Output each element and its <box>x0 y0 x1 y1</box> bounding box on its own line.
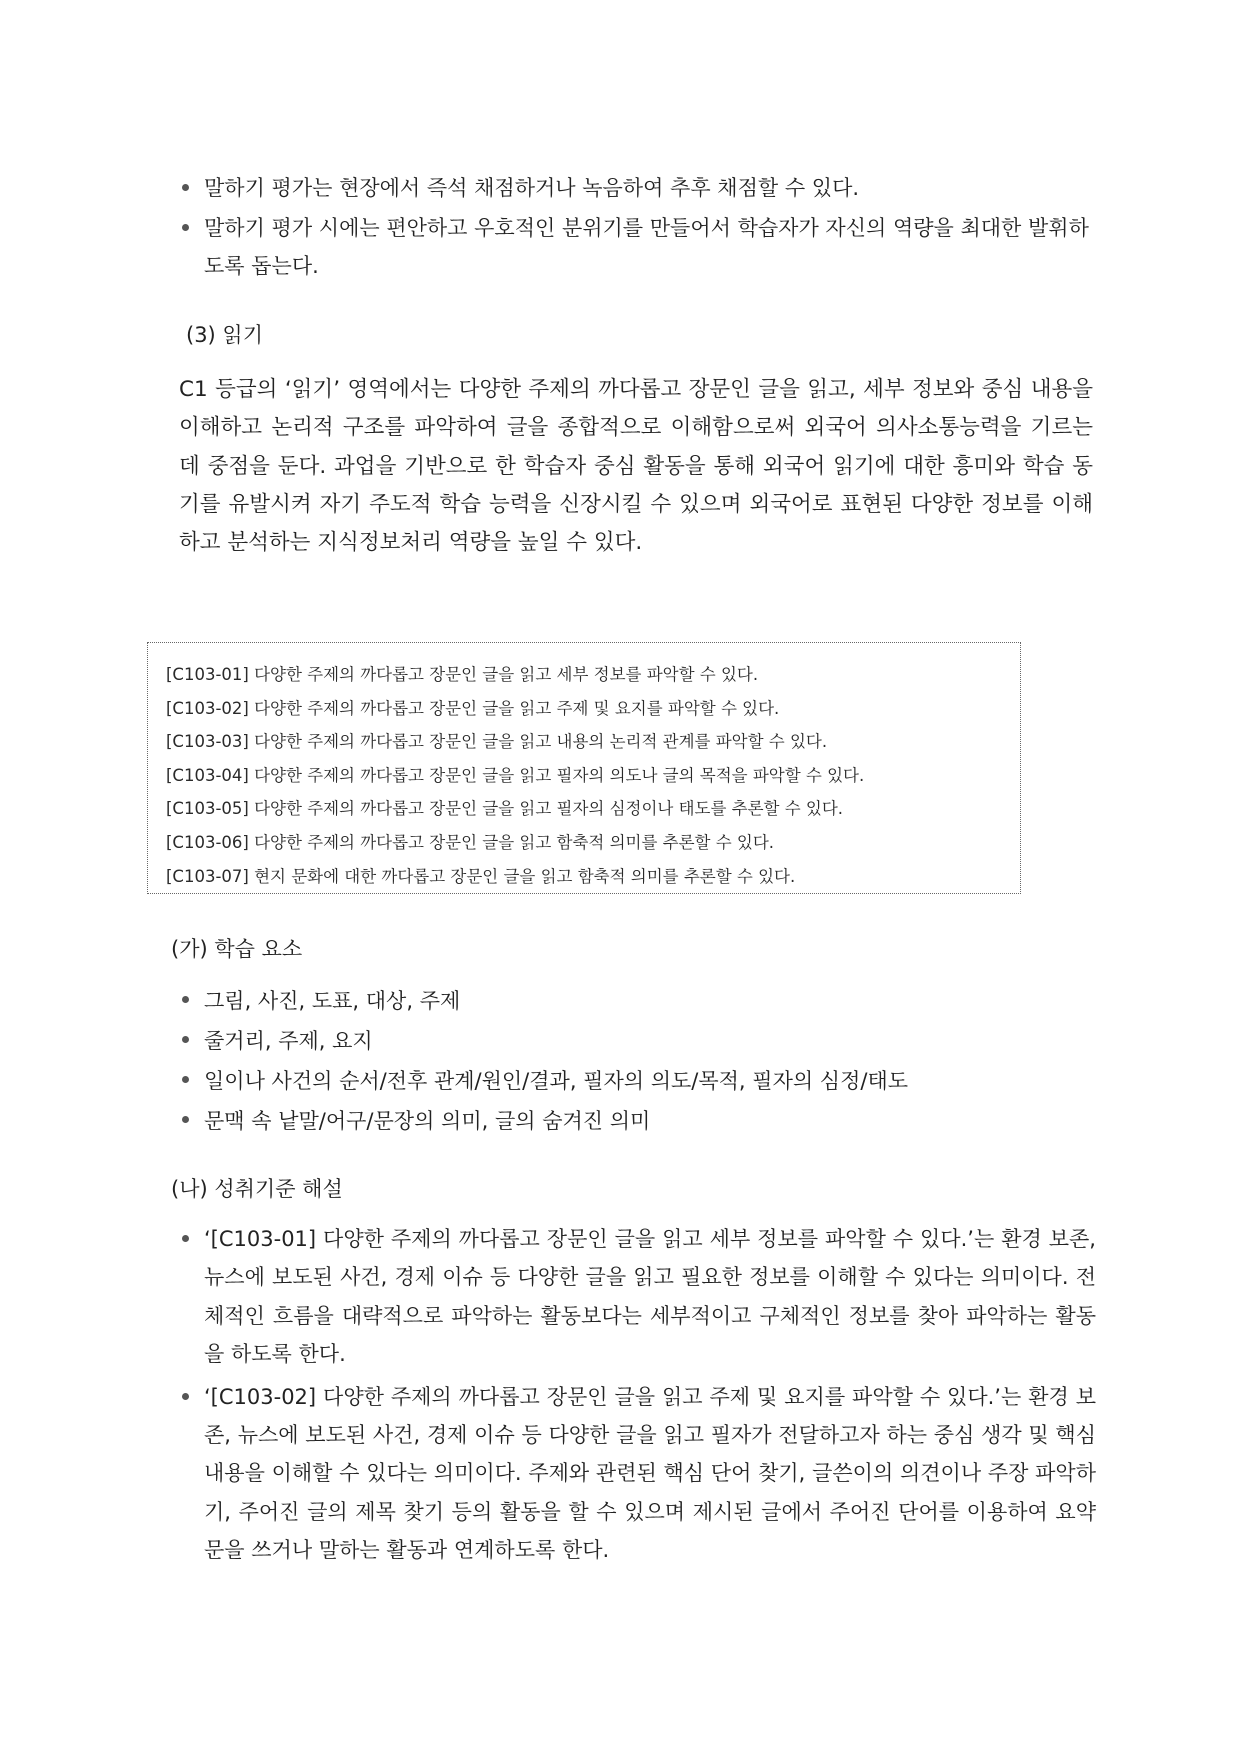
reading-intro-paragraph: C1 등급의 ‘읽기’ 영역에서는 다양한 주제의 까다롭고 장문인 글을 읽고, 세부 정보와 중심 내용을 이해하고 논리적 구조를 파악하여 글을 종합적으로 이해함으로써 외국어 의사소통능력을 기르는 데 중점을 둔다. 과업을 기반으로 한 학습자 중심 활동을 통해 외국어 읽기에 대한 흥미와 학습 동기를 유발시켜 자기 주도적 학습 능력을 신장시킬 수 있으며 외국어로 표현된 다양한 정보를 이해하고 분석하는 지식정보처리 역량을 높일 수 있다. <box>179 377 1093 556</box>
list-item: 말하기 평가는 현장에서 즉석 채점하거나 녹음하여 추후 채점할 수 있다. <box>176 169 1096 207</box>
learning-elements-heading: (가) 학습 요소 <box>171 937 303 961</box>
list-item: ‘[C103-01] 다양한 주제의 까다롭고 장문인 글을 읽고 세부 정보를 파악할 수 있다.’는 환경 보존, 뉴스에 보도된 사건, 경제 이슈 등 다양한 글을 읽고 필요한 정보를 이해할 수 있다는 의미이다. 전체적인 흐름을 대략적으로 파악하는 활동보다는 세부적이고 구체적인 정보를 찾아 파악하는 활동을 하도록 한다. <box>176 1220 1096 1374</box>
standard-line: [C103-07] 현지 문화에 대한 까다롭고 장문인 글을 읽고 함축적 의미를 추론할 수 있다. <box>166 866 796 886</box>
standard-line: [C103-06] 다양한 주제의 까다롭고 장문인 글을 읽고 함축적 의미를 추론할 수 있다. <box>166 832 775 852</box>
standard-line: [C103-01] 다양한 주제의 까다롭고 장문인 글을 읽고 세부 정보를 파악할 수 있다. <box>166 665 759 684</box>
list-item: 말하기 평가 시에는 편안하고 우호적인 분위기를 만들어서 학습자가 자신의 역량을 최대한 발휘하도록 돕는다. <box>176 209 1096 285</box>
list-item: 그림, 사진, 도표, 대상, 주제 <box>176 981 1096 1021</box>
standards-commentary-list <box>176 1220 1096 1574</box>
list-item: ‘[C103-02] 다양한 주제의 까다롭고 장문인 글을 읽고 주제 및 요지를 파악할 수 있다.’는 환경 보존, 뉴스에 보도된 사건, 경제 이슈 등 다양한 글을 읽고 필자가 전달하고자 하는 중심 생각 및 핵심 내용을 이해할 수 있다는 의미이다. 주제와 관련된 핵심 단어 찾기, 글쓴이의 의견이나 주장 파악하기, 주어진 글의 제목 찾기 등의 활동을 할 수 있으며 제시된 글에서 주어진 단어를 이용하여 요약문을 쓰거나 말하는 활동과 연계하도록 한다. <box>176 1378 1096 1570</box>
section-heading-reading: (3) 읽기 <box>186 323 263 347</box>
list-item: 문맥 속 낱말/어구/문장의 의미, 글의 숨겨진 의미 <box>176 1101 1096 1141</box>
list-item: 줄거리, 주제, 요지 <box>176 1021 1096 1061</box>
standard-line: [C103-02] 다양한 주제의 까다롭고 장문인 글을 읽고 주제 및 요지를 파악할 수 있다. <box>166 698 780 718</box>
achievement-standards-box <box>147 642 1021 894</box>
list-item: 일이나 사건의 순서/전후 관계/원인/결과, 필자의 의도/목적, 필자의 심정/태도 <box>176 1061 1096 1101</box>
standard-line: [C103-03] 다양한 주제의 까다롭고 장문인 글을 읽고 내용의 논리적 관계를 파악할 수 있다. <box>166 732 828 752</box>
standards-commentary-heading: (나) 성취기준 해설 <box>171 1177 343 1201</box>
standard-line: [C103-05] 다양한 주제의 까다롭고 장문인 글을 읽고 필자의 심정이나 태도를 추론할 수 있다. <box>166 799 844 819</box>
learning-elements-list <box>176 981 1096 1141</box>
standard-line: [C103-04] 다양한 주제의 까다롭고 장문인 글을 읽고 필자의 의도나 글의 목적을 파악할 수 있다. <box>166 765 865 785</box>
speaking-assessment-bullets <box>176 169 1096 287</box>
